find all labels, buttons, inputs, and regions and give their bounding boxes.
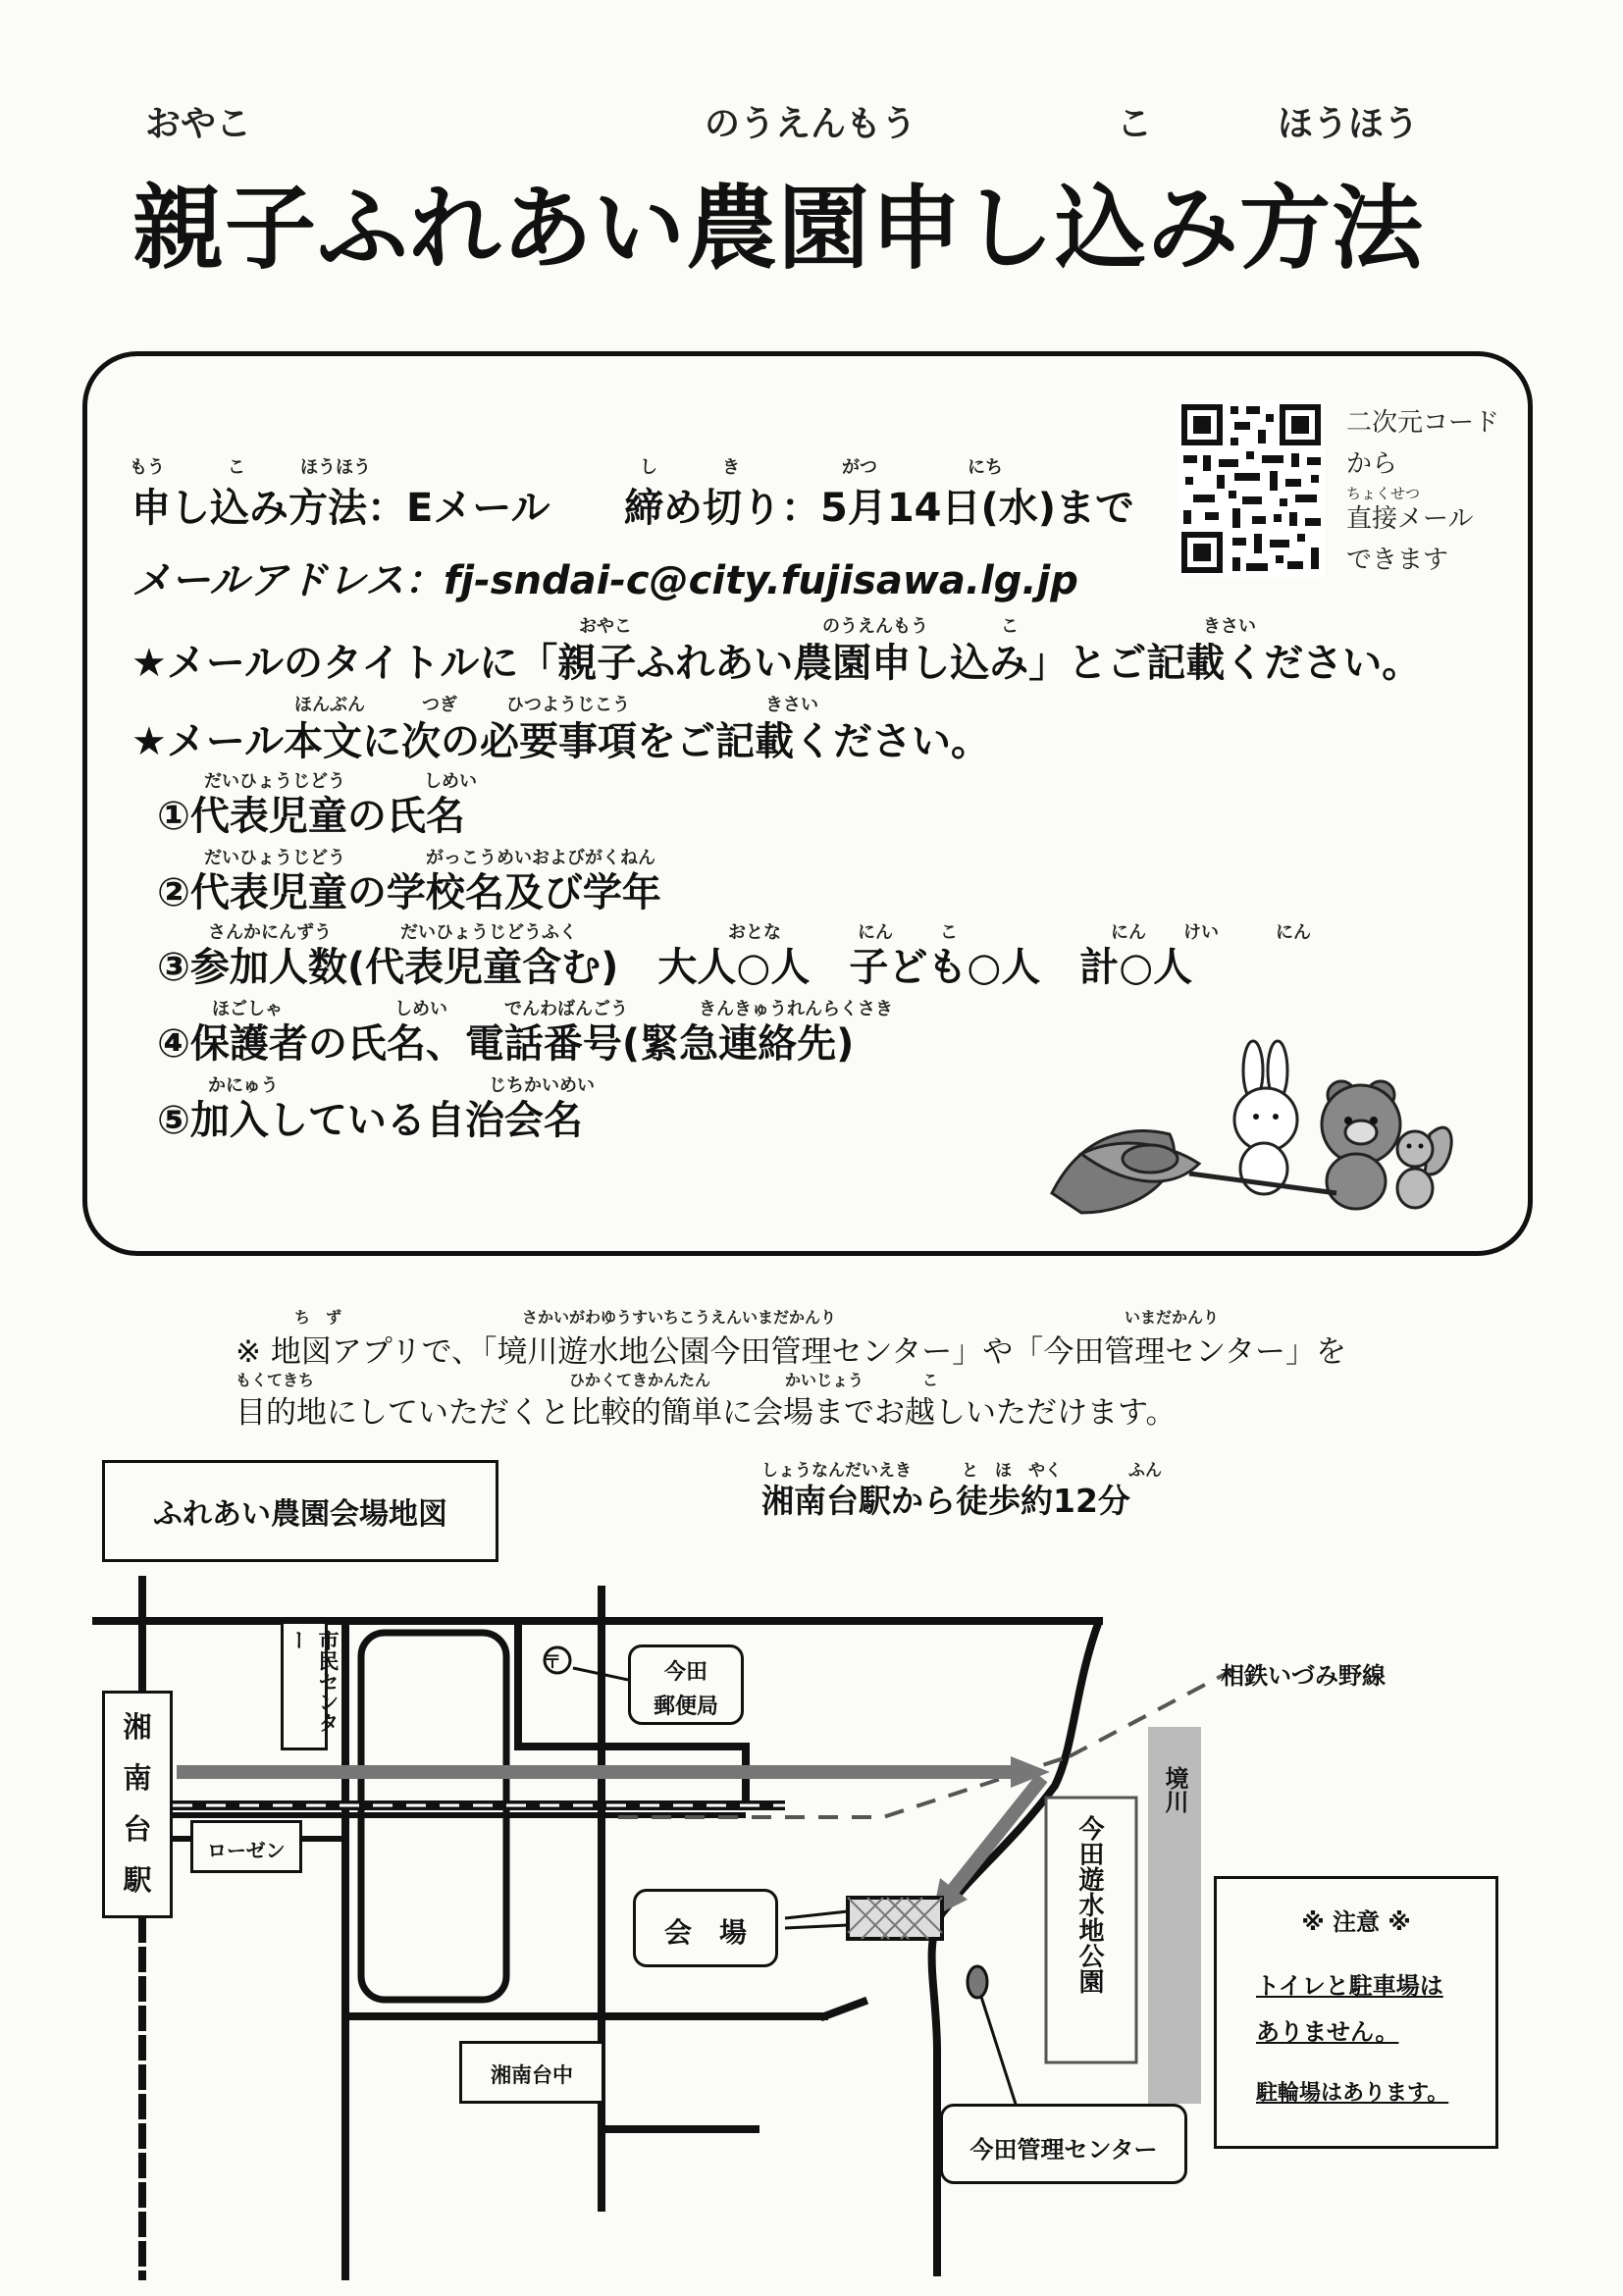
ruby-kanyuu: かにゅう bbox=[208, 1075, 279, 1096]
title-ruby-ko: こ bbox=[1117, 104, 1153, 144]
ruby-ko-3: こ bbox=[940, 922, 958, 943]
ruby-houhou: ほうほう bbox=[300, 457, 371, 478]
ruby-shi: し bbox=[640, 457, 657, 478]
station-char-2: 南 bbox=[123, 1761, 152, 1795]
method-label: 申し込み方法：Eメール bbox=[131, 486, 550, 531]
qr-caption-4: できます bbox=[1346, 546, 1449, 575]
caution-line-1: トイレと駐車場は bbox=[1256, 1972, 1443, 2000]
venue-box bbox=[633, 1889, 778, 1967]
ruby-nin-2: にん bbox=[1111, 922, 1146, 943]
ruby-nichi: にち bbox=[968, 457, 1003, 478]
ruby-daihyoujidou: だいひょうじどう bbox=[204, 771, 345, 792]
ruby-ki: き bbox=[722, 457, 740, 478]
ruby-kei: けい bbox=[1183, 922, 1219, 943]
ruby-ko-2: こ bbox=[1001, 616, 1019, 637]
post-office-label-1: 今田 bbox=[663, 1660, 707, 1685]
note-ruby-kaijou: かいじょう bbox=[785, 1371, 864, 1389]
note-ruby-ko: こ bbox=[922, 1371, 939, 1389]
ruby-hitsuyoujikou: ひつようじこう bbox=[506, 695, 630, 715]
caution-heading: ※ 注意 ※ bbox=[1301, 1908, 1411, 1936]
ruby-oyako: おやこ bbox=[579, 616, 632, 637]
ruby-gakkoumei: がっこうめいおよびがくねん bbox=[426, 848, 655, 868]
requirement-item-4: ④保護者の氏名、電話番号(緊急連絡先) bbox=[157, 1021, 855, 1067]
caution-line-3: 駐輪場はあります。 bbox=[1256, 2081, 1449, 2106]
ruby-nin-3: にん bbox=[1276, 922, 1311, 943]
ruby-hogosha: ほごしゃ bbox=[212, 999, 283, 1019]
lawson-box bbox=[190, 1820, 302, 1873]
requirement-item-1: ①代表児童の氏名 bbox=[157, 794, 465, 839]
ruby-daihyoujidou-2: だいひょうじどう bbox=[204, 848, 345, 868]
ruby-shimei-2: しめい bbox=[394, 999, 447, 1019]
ruby-kisai: きさい bbox=[1203, 616, 1256, 637]
ruby-ko: こ bbox=[228, 457, 245, 478]
walk-info-ruby: しょうなんだいえき と ほ やく ふん bbox=[761, 1461, 1162, 1481]
qr-code[interactable] bbox=[1178, 400, 1325, 577]
civic-center-box bbox=[281, 1621, 340, 1750]
requirement-item-5: ⑤加入している自治会名 bbox=[157, 1098, 583, 1143]
note-ruby-chizu: ち ず bbox=[294, 1308, 342, 1327]
school-box bbox=[459, 2041, 604, 2104]
ruby-tsugi: つぎ bbox=[422, 695, 457, 715]
venue-label: 会 場 bbox=[663, 1916, 747, 1949]
ruby-kisai-2: きさい bbox=[765, 695, 818, 715]
shonandai-station bbox=[102, 1691, 173, 1918]
note-line-1: ※ 地図アプリで、「境川遊水地公園今田管理センター」や「今田管理センター」を bbox=[236, 1334, 1346, 1370]
note-ruby-mokutekichi: もくてきち bbox=[236, 1371, 315, 1389]
title-ruby-houhou: ほうほう bbox=[1278, 104, 1420, 144]
note-ruby-park: さかいがわゆうすいちこうえんいまだかんり bbox=[522, 1308, 837, 1327]
caution-box bbox=[1214, 1876, 1498, 2149]
page-title: 親子ふれあい農園申し込み方法 bbox=[132, 176, 1424, 282]
caution-line-2: ありません。 bbox=[1256, 2018, 1399, 2046]
requirement-item-2: ②代表児童の学校名及び学年 bbox=[157, 870, 661, 915]
ruby-jichikaimei: じちかいめい bbox=[489, 1075, 595, 1096]
ruby-sankaninzuu: さんかにんずう bbox=[208, 922, 332, 943]
management-center-box bbox=[940, 2104, 1187, 2184]
qr-caption-1: 二次元コード bbox=[1346, 408, 1500, 438]
note-ruby-hikakuteki: ひかくてきかんたん bbox=[569, 1371, 711, 1389]
station-char-3: 台 bbox=[123, 1812, 152, 1846]
note-ruby-center: いまだかんり bbox=[1125, 1308, 1220, 1327]
body-instruction: ★メール本文に次の必要事項をご記載ください。 bbox=[131, 719, 991, 764]
requirement-item-3: ③参加人数(代表児童含む) 大人○人 子ども○人 計○人 bbox=[157, 945, 1193, 990]
ruby-denwabangou: でんわばんごう bbox=[504, 999, 628, 1019]
ruby-mou: もう bbox=[130, 457, 165, 478]
school-label: 湘南台中 bbox=[491, 2063, 573, 2087]
qr-caption-ruby: ちょくせつ bbox=[1346, 485, 1421, 502]
post-office-label-2: 郵便局 bbox=[653, 1695, 718, 1719]
qr-caption-2: から bbox=[1346, 449, 1398, 479]
deadline-label: 締め切り：5月14日(水)まで bbox=[624, 486, 1135, 531]
civic-center-label: 市民センター bbox=[287, 1630, 340, 1733]
map-title: ふれあい農園会場地図 bbox=[102, 1460, 498, 1562]
note-line-2: 目的地にしていただくと比較的簡単に会場までお越しいただけます。 bbox=[236, 1395, 1177, 1431]
ruby-otona: おとな bbox=[728, 922, 781, 943]
post-office-box bbox=[628, 1644, 744, 1725]
river-label: 境川 bbox=[1161, 1766, 1188, 1813]
animal-characters-illustration bbox=[1042, 1026, 1454, 1223]
railway-label: 相鉄いづみ野線 bbox=[1221, 1662, 1386, 1690]
walk-info: 湘南台駅から徒歩約12分 bbox=[761, 1482, 1130, 1520]
ruby-nin-1: にん bbox=[858, 922, 893, 943]
title-ruby-nouenmou: のうえんもう bbox=[705, 104, 917, 144]
email-address[interactable]: メールアドレス：fj-sndai-c@city.fujisawa.lg.jp bbox=[131, 558, 1078, 603]
title-ruby-oyako: おやこ bbox=[145, 104, 252, 144]
title-instruction: ★メールのタイトルに「親子ふれあい農園申し込み」とご記載ください。 bbox=[131, 641, 1422, 686]
ruby-nouenmou: のうえんもう bbox=[822, 616, 928, 637]
ruby-daihyoujidoufuku: だいひょうじどうふく bbox=[400, 922, 577, 943]
station-char-4: 駅 bbox=[123, 1863, 152, 1897]
ruby-gatsu: がつ bbox=[842, 457, 877, 478]
park-label: 今田遊水地公園 bbox=[1074, 1815, 1104, 1994]
ruby-honbun: ほんぶん bbox=[294, 695, 365, 715]
ruby-shimei: しめい bbox=[424, 771, 477, 792]
ruby-kinkyuu: きんきゅうれんらくさき bbox=[699, 999, 893, 1019]
lawson-label: ローゼン bbox=[207, 1839, 286, 1862]
management-center-label: 今田管理センター bbox=[969, 2136, 1158, 2164]
qr-caption-3: 直接メール bbox=[1346, 504, 1474, 534]
post-office-mark-icon: 〒 bbox=[544, 1652, 561, 1673]
station-char-1: 湘 bbox=[123, 1710, 152, 1744]
